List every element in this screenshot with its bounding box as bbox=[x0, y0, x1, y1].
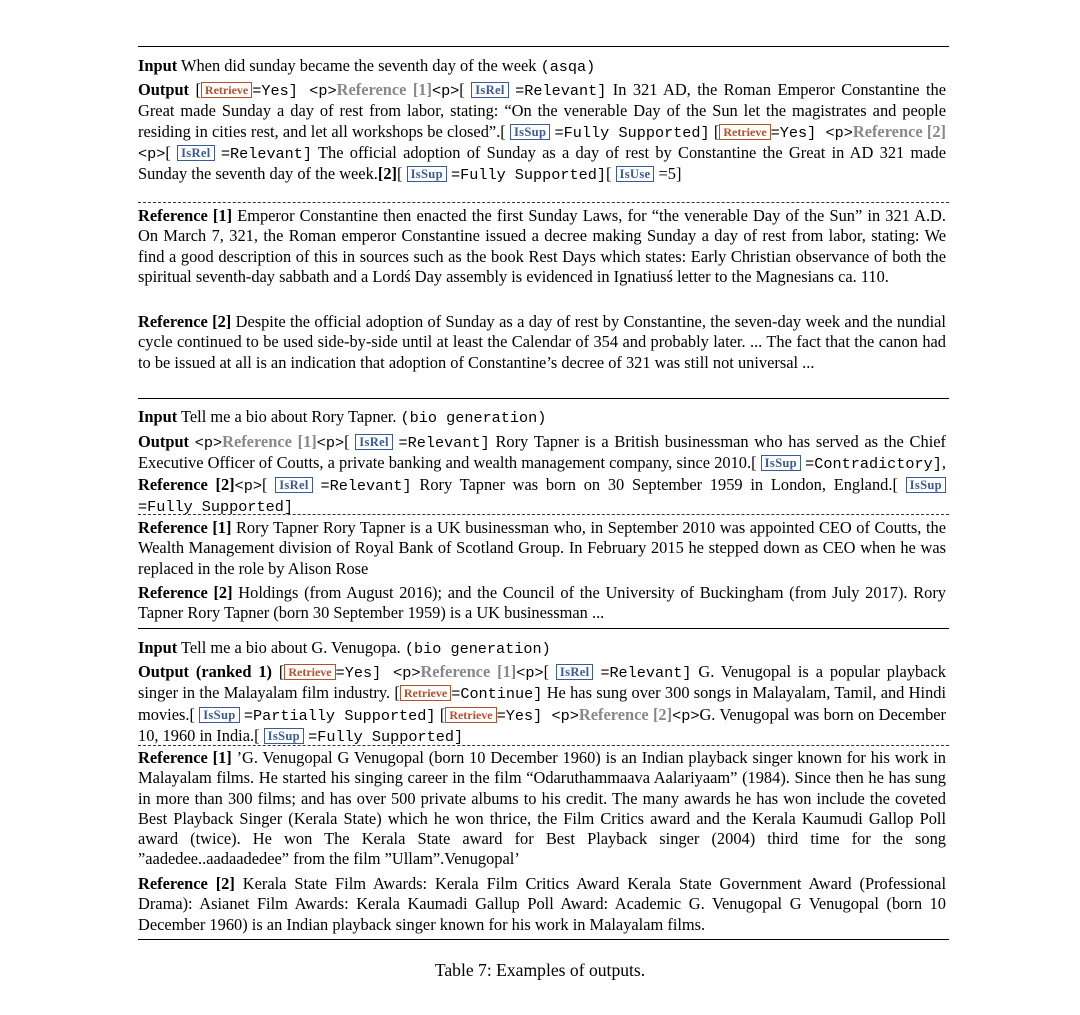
input-text: Tell me a bio about Rory Tapner. bbox=[181, 407, 397, 426]
isrel-token: IsRel bbox=[177, 145, 215, 161]
output-label: Output (ranked 1) bbox=[138, 662, 272, 681]
retrieve-token: Retrieve bbox=[201, 82, 252, 98]
output-segment: In 321 AD, the Roman Emperor Constantine the Great made Sunday a day of rest from labor, stating: “On the venerable Day of the Sun let the magistrates and people residing in cities rest, and let all workshops be closed”. bbox=[138, 80, 947, 141]
example-2-reference-2 bbox=[138, 583, 946, 624]
issup-value: Fully Supported bbox=[563, 123, 701, 142]
citation-marker: [2] bbox=[377, 164, 397, 184]
isuse-token: IsUse bbox=[616, 166, 655, 182]
issup-value: Partially Supported bbox=[253, 706, 427, 725]
issup-value: Fully Supported bbox=[460, 166, 597, 185]
retrieve-token: Retrieve bbox=[400, 685, 451, 701]
reference-text: Emperor Constantine then enacted the first Sunday Laws, for “the venerable Day of the Sun” in 321 A.D. On March 7, 321, the Roman emperor Constantine issued a decree making Sunday a day of rest from labor, stating: We find a good description of this in sources such as the book Rest Days which states: Early Christian observance of both the spiritual seventh-day sabbath and a Lordś Day assembly is evidenced in Ignatiusś letter to the Magnesians ca. 110. bbox=[138, 206, 946, 286]
output-label: Output bbox=[138, 80, 190, 99]
reference-label: Reference [1] bbox=[138, 518, 232, 537]
dashed-separator bbox=[138, 745, 949, 746]
output-label: Output bbox=[138, 432, 190, 451]
example-3-output: Output (ranked 1) [ Retrieve =Yes] <p>Reference [1]<p>[ IsRel =Relevant] G. Venugopal is a popular playback singer in the Malayalam film industry. [ Retrieve =Continue] He has sung over 300 songs in Malayalam, Tamil, and Hindi movies.[ IsSup =Partially Supported] [ Retrieve =Yes] <p>Reference [2]<p>G. Venugopal was born on December 10, 1960 in India.[ IsSup =Fully Supported] bbox=[138, 662, 947, 746]
example-1-reference-2 bbox=[138, 312, 946, 373]
output-segment: G. Venugopal was born on December 10, 1960 in India. bbox=[138, 704, 947, 745]
reference-text: Rory Tapner Rory Tapner is a UK businessman who, in September 2010 was appointed CEO of Coutts, the Wealth Management division of Royal Bank of Scotland Group. In February 2015 he stepped down as CEO when he was replaced in the role by Alison Rose bbox=[138, 518, 946, 578]
example-2-output: Output <p>Reference [1]<p>[ IsRel =Relevant] Rory Tapner is a British businessman who has served as the Chief Executive Officer of Coutts, a private banking and wealth management company, since 2010.[ IsSup =Contradictory], Reference [2]<p>[ IsRel =Relevant] Rory Tapner was born on 30 September 1959 in London, England.[ IsSup =Fully Supported] bbox=[138, 432, 946, 516]
reference-text: Despite the official adoption of Sunday as a day of rest by Constantine, the seven-day week and the nundial cycle continued to be used side-by-side until at least the Calendar of 354 and probably later. ... The fact that the canon had to be issued at all is an indication that adoption of Constantine’s decree of 321 was still not universal ... bbox=[138, 312, 946, 372]
example-2-reference-1 bbox=[138, 518, 946, 579]
retrieve-value: Yes bbox=[261, 82, 289, 100]
output-segment: He has sung over 300 songs in Malayalam, Tamil, and Hindi movies. bbox=[138, 683, 947, 724]
issup-value: Contradictory bbox=[814, 455, 933, 474]
retrieve-token: Retrieve bbox=[284, 664, 335, 680]
issup-value: Fully Supported bbox=[147, 497, 284, 516]
reference-text: Kerala State Film Awards: Kerala Film Critics Award Kerala State Government Award (Professional Drama): Asianet Film Awards: Kerala Kaumadi Gallup Poll Award: Academic G. Venugopal G Venugopal (born 10 December 1960) is an Indian playback singer known for his work in Malayalam films. bbox=[138, 874, 946, 934]
reference-label: Reference [1] bbox=[138, 206, 233, 225]
isrel-value: Relevant bbox=[407, 434, 481, 452]
example-separator-rule bbox=[138, 398, 949, 399]
isrel-token: IsRel bbox=[275, 477, 313, 493]
example-3-input bbox=[138, 638, 946, 659]
example-1-reference-1 bbox=[138, 206, 946, 287]
input-tag: (bio generation) bbox=[400, 409, 547, 427]
issup-token: IsSup bbox=[199, 707, 239, 723]
reference-marker: Reference [1] bbox=[420, 662, 517, 681]
reference-label: Reference [1] bbox=[138, 748, 232, 767]
isrel-value: Relevant bbox=[329, 476, 403, 495]
isrel-token: IsRel bbox=[355, 434, 393, 450]
reference-marker: Reference [2] bbox=[578, 704, 673, 724]
isrel-token: IsRel bbox=[556, 664, 594, 680]
issup-token: IsSup bbox=[510, 124, 550, 140]
output-segment: G. Venugopal is a popular playback singer in the Malayalam film industry. bbox=[138, 662, 946, 703]
reference-text: ’G. Venugopal G Venugopal (born 10 December 1960) is an Indian playback singer known for his work in Malayalam films. He started his singing career in the film “Odaruthammaava Aalariyaam” (1984). Since then he has sung in more than 300 films; and has over 500 private albums to his credit. The many awards he has won include the coveted Best Playback Singer (Kerala State) which he won thrice, the Film Critics award and the Kerala Kaumudi Gallop Poll award (twice). He won The Kerala State award for Best Playback singer (2004) third time for the song ”aadedee..aadaadedee” from the film ”Ullam”.Venugopal’ bbox=[138, 748, 946, 869]
reference-label: Reference [2] bbox=[138, 583, 233, 602]
retrieve-value: Yes bbox=[779, 123, 808, 142]
example-2-input bbox=[138, 407, 946, 428]
reference-marker: Reference [2] bbox=[138, 474, 235, 494]
output-segment: Rory Tapner was born on 30 September 1959 in London, England. bbox=[419, 474, 893, 494]
example-separator-rule bbox=[138, 628, 949, 629]
issup-token: IsSup bbox=[761, 455, 801, 471]
issup-token: IsSup bbox=[264, 728, 304, 744]
retrieve-token: Retrieve bbox=[445, 707, 496, 723]
retrieve-value: Continue bbox=[460, 685, 534, 704]
input-tag: (asqa) bbox=[540, 58, 596, 76]
issup-token: IsSup bbox=[906, 477, 946, 493]
isrel-token: IsRel bbox=[471, 82, 509, 98]
dashed-separator bbox=[138, 514, 949, 515]
input-label: Input bbox=[138, 407, 178, 426]
output-segment: The official adoption of Sunday as a day of rest by Constantine the Great in AD 321 made Sunday the seventh day of the week. bbox=[138, 142, 946, 184]
retrieve-value: Yes bbox=[344, 664, 373, 682]
retrieve-token: Retrieve bbox=[719, 124, 770, 140]
input-label: Input bbox=[138, 638, 178, 657]
example-3-reference-1 bbox=[138, 748, 946, 870]
dashed-separator bbox=[138, 202, 949, 203]
isrel-value: Relevant bbox=[524, 82, 598, 100]
reference-marker: Reference [1] bbox=[336, 80, 432, 99]
reference-text: Holdings (from August 2016); and the Council of the University of Buckingham (from July 2017). Rory Tapner Rory Tapner (born 30 September 1959) is a UK businessman ... bbox=[138, 583, 946, 623]
input-tag: (bio generation) bbox=[404, 640, 551, 658]
table-bottom-rule bbox=[138, 939, 949, 940]
output-segment: Rory Tapner is a British businessman who has served as the Chief Executive Officer of Coutts, a private banking and wealth management company, since 2010. bbox=[138, 432, 946, 473]
input-text: Tell me a bio about G. Venugopa. bbox=[181, 638, 401, 657]
table-top-rule bbox=[138, 46, 949, 47]
example-1-input bbox=[138, 56, 946, 77]
isrel-value: Relevant bbox=[229, 144, 303, 163]
input-text: When did sunday became the seventh day of the week bbox=[181, 56, 537, 75]
isrel-value: Relevant bbox=[609, 664, 683, 682]
reference-marker: Reference [2] bbox=[852, 121, 946, 141]
isuse-value: 5 bbox=[667, 164, 676, 184]
reference-marker: Reference [1] bbox=[222, 432, 317, 451]
issup-value: Fully Supported bbox=[317, 727, 454, 746]
example-1-output: Output [ Retrieve =Yes] <p>Reference [1]<p>[ IsRel =Relevant] In 321 AD, the Roman Emperor Constantine the Great made Sunday a day of rest from labor, stating: “On the venerable Day of the Sun let the magistrates and people residing in cities rest, and let all workshops be closed”.[ IsSup =Fully Supported] [ Retrieve =Yes] <p>Reference [2]<p>[ IsRel =Relevant] The official adoption of Sunday as a day of rest by Constantine the Great in AD 321 made Sunday the seventh day of the week.[2][ IsSup =Fully Supported][ IsUse =5] bbox=[138, 80, 947, 185]
input-label: Input bbox=[138, 56, 178, 75]
issup-token: IsSup bbox=[407, 166, 447, 182]
reference-label: Reference [2] bbox=[138, 312, 232, 331]
retrieve-value: Yes bbox=[505, 706, 534, 725]
table-caption: Table 7: Examples of outputs. bbox=[434, 960, 646, 980]
reference-label: Reference [2] bbox=[138, 874, 235, 893]
example-3-reference-2 bbox=[138, 874, 946, 935]
